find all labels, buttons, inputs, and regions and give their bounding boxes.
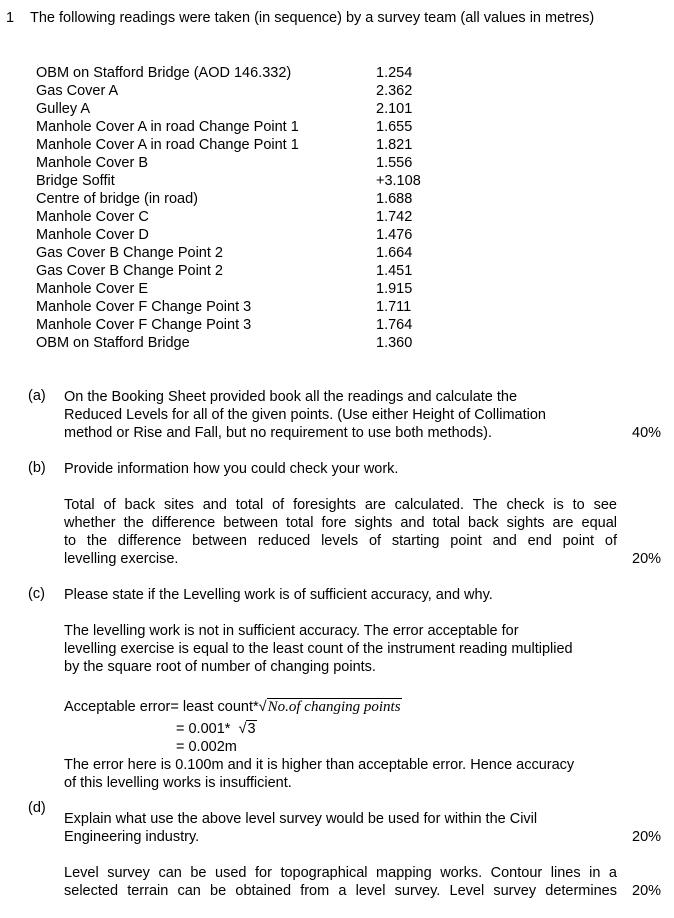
formula-prefix: Acceptable error= least count* (64, 699, 259, 715)
reading-point: Manhole Cover F Change Point 3 (36, 317, 252, 333)
part-b-label: (b) (28, 460, 46, 476)
part-b-answer-line: Total of back sites and total of foresights are calculated. The check is to see (64, 497, 617, 513)
part-d-answer-line: Level survey can be used for topographical mapping works. Contour lines in a (64, 865, 617, 881)
part-a-weight: 40% (632, 425, 662, 441)
reading-value: 1.742 (376, 209, 413, 225)
reading-value: 1.915 (376, 281, 413, 297)
reading-value: 1.664 (376, 245, 413, 261)
reading-point: Manhole Cover D (36, 227, 149, 243)
reading-point: Manhole Cover F Change Point 3 (36, 299, 252, 315)
reading-point: Centre of bridge (in road) (36, 191, 198, 207)
reading-value: 1.821 (376, 137, 413, 153)
part-c-question: Please state if the Levelling work is of sufficient accuracy, and why. (64, 587, 493, 603)
formula-radicand: No.of changing points (267, 699, 401, 715)
part-a-label: (a) (28, 388, 46, 404)
reading-point: Bridge Soffit (36, 173, 115, 189)
part-d-question-line: Engineering industry. (64, 829, 200, 845)
reading-value: 1.476 (376, 227, 413, 243)
formula-step-2: = 0.002m (176, 739, 237, 755)
reading-value: 1.556 (376, 155, 413, 171)
part-c-label: (c) (28, 586, 45, 602)
reading-value: 1.360 (376, 335, 413, 351)
reading-point: Manhole Cover E (36, 281, 149, 297)
part-b-answer-line: levelling exercise. (64, 551, 179, 567)
reading-value: 2.101 (376, 101, 413, 117)
reading-value: 1.451 (376, 263, 413, 279)
part-c-answer-line: by the square root of number of changing points. (64, 659, 376, 675)
question-number: 1 (6, 10, 15, 26)
reading-point: Manhole Cover C (36, 209, 149, 225)
part-b-answer-line: whether the difference between total fore sights and total back sights are equal (64, 515, 617, 531)
part-d-answer-line: selected terrain can be obtained from a level survey. Level survey determines (64, 883, 617, 899)
question-intro: The following readings were taken (in sequence) by a survey team (all values in metres) (30, 10, 595, 26)
sqrt-icon: √ (238, 721, 247, 737)
reading-point: Gulley A (36, 101, 90, 117)
part-b-weight: 20% (632, 551, 662, 567)
part-a-line: method or Rise and Fall, but no requirement to use both methods). (64, 425, 492, 441)
part-d-label: (d) (28, 800, 46, 816)
part-b-question: Provide information how you could check your work. (64, 461, 399, 477)
acceptable-error-formula (64, 698, 402, 716)
part-d-answer-weight: 20% (632, 883, 662, 899)
step1-radicand: 3 (247, 721, 256, 737)
reading-value: 1.655 (376, 119, 413, 135)
reading-value: 1.711 (376, 299, 412, 315)
reading-value: 1.764 (376, 317, 413, 333)
part-c-answer-line: levelling exercise is equal to the least count of the instrument reading multiplied (64, 641, 573, 657)
reading-point: Manhole Cover A in road Change Point 1 (36, 137, 299, 153)
part-c-conclusion-line: of this levelling works is insufficient. (64, 775, 292, 791)
step1-prefix: = 0.001* (176, 721, 231, 737)
part-a-line: On the Booking Sheet provided book all the readings and calculate the (64, 389, 518, 405)
reading-value: 1.688 (376, 191, 413, 207)
reading-point: OBM on Stafford Bridge (AOD 146.332) (36, 65, 292, 81)
part-d-weight: 20% (632, 829, 662, 845)
reading-point: Manhole Cover A in road Change Point 1 (36, 119, 299, 135)
sqrt-icon: √ (258, 699, 267, 715)
formula-step-1 (176, 720, 257, 738)
reading-value: 2.362 (376, 83, 413, 99)
reading-point: Gas Cover A (36, 83, 119, 99)
reading-point: Manhole Cover B (36, 155, 149, 171)
reading-point: Gas Cover B Change Point 2 (36, 263, 223, 279)
part-b-answer-line: to the difference between reduced levels of starting point and end point of (64, 533, 617, 549)
part-c-answer-line: The levelling work is not in sufficient accuracy. The error acceptable for (64, 623, 519, 639)
part-c-conclusion-line: The error here is 0.100m and it is higher than acceptable error. Hence accuracy (64, 757, 575, 773)
reading-value: 1.254 (376, 65, 413, 81)
reading-value: +3.108 (376, 173, 421, 189)
reading-point: Gas Cover B Change Point 2 (36, 245, 223, 261)
part-a-line: Reduced Levels for all of the given points. (Use either Height of Collimation (64, 407, 546, 423)
part-d-question-line: Explain what use the above level survey would be used for within the Civil (64, 811, 538, 827)
reading-point: OBM on Stafford Bridge (36, 335, 190, 351)
